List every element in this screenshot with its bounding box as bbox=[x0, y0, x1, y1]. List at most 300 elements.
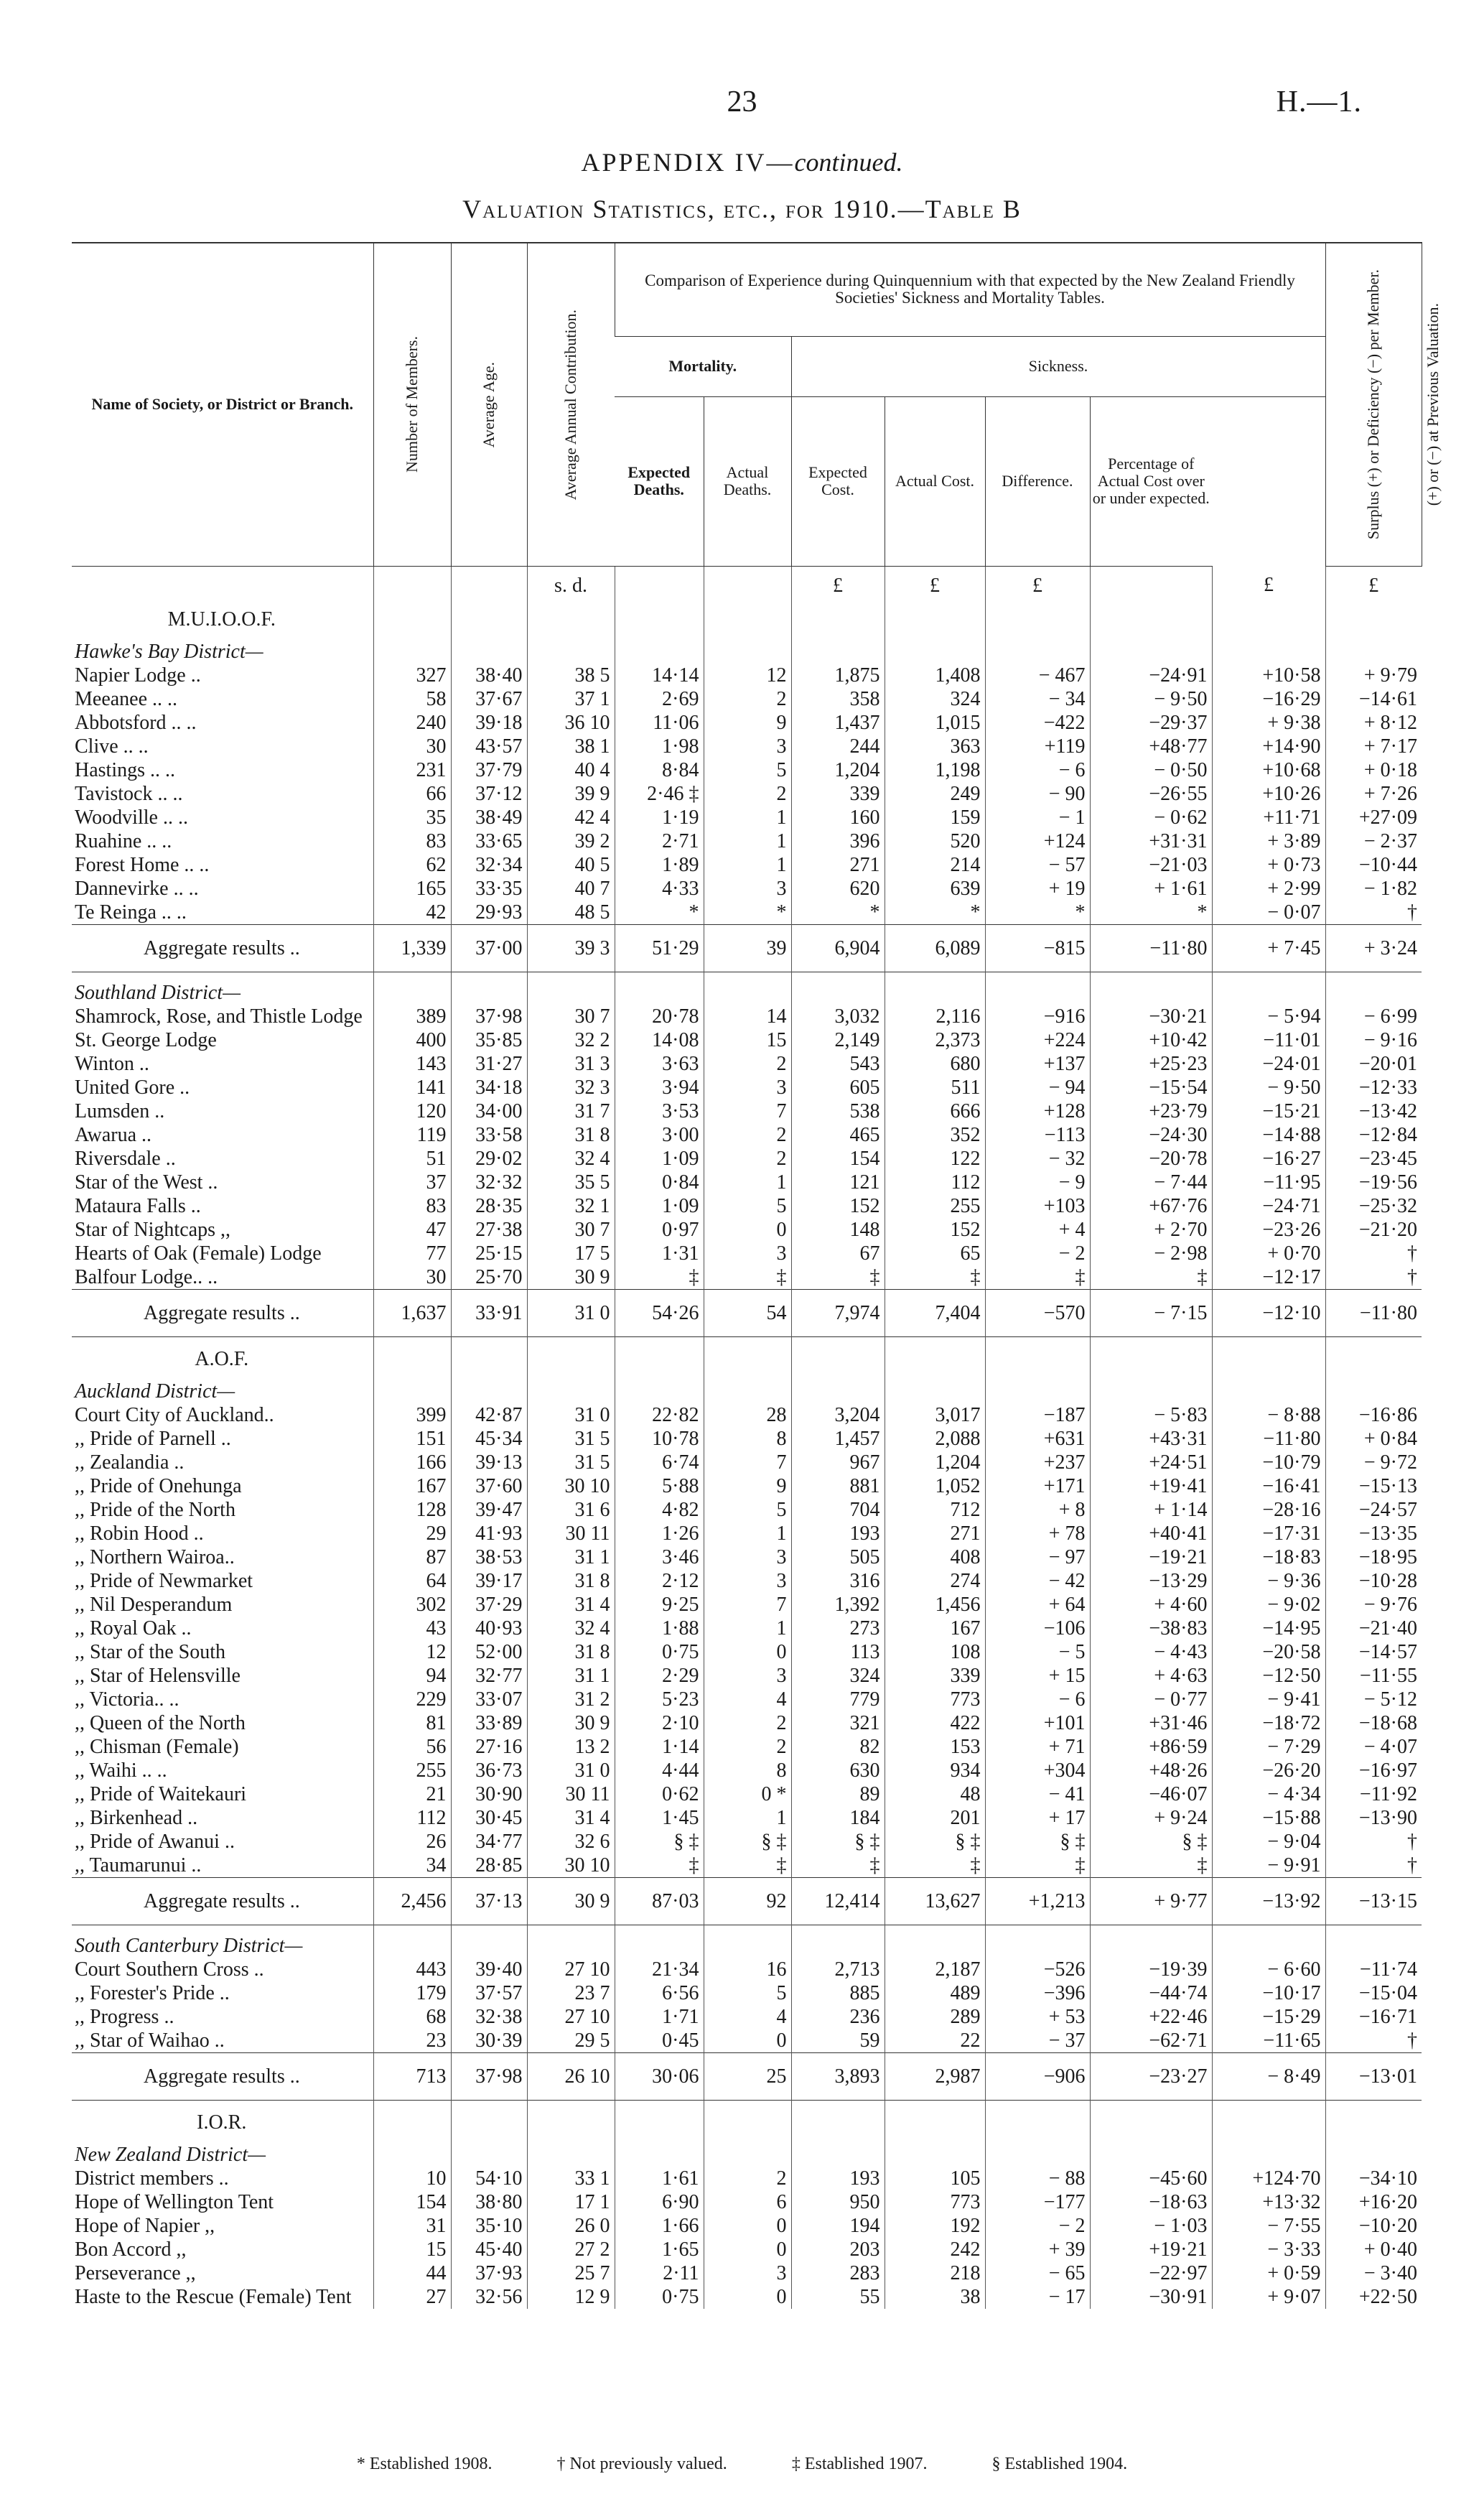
branch-name: ,, Queen of the North bbox=[75, 1711, 246, 1734]
empty-cell bbox=[451, 972, 527, 1005]
empty-cell bbox=[1212, 972, 1325, 1005]
table-cell: +22·50 bbox=[1325, 2285, 1422, 2309]
table-cell: + 8·12 bbox=[1325, 711, 1422, 735]
header-name: Name of Society, or District or Branch. bbox=[72, 243, 373, 566]
table-cell: +19·41 bbox=[1090, 1474, 1212, 1498]
empty-cell bbox=[1325, 2100, 1422, 2134]
table-cell: −38·83 bbox=[1090, 1617, 1212, 1640]
table-cell: 3·00 bbox=[615, 1123, 704, 1147]
district-heading bbox=[72, 2134, 1422, 2167]
table-cell: 30 7 bbox=[527, 1218, 615, 1242]
table-cell: ‡ bbox=[704, 1265, 791, 1290]
table-cell: 422 bbox=[885, 1711, 985, 1735]
table-cell: −13·92 bbox=[1212, 1877, 1325, 1925]
table-cell: + 4·60 bbox=[1090, 1593, 1212, 1617]
table-cell: +31·31 bbox=[1090, 829, 1212, 853]
table-row bbox=[72, 1242, 1422, 1265]
table-cell: 0 * bbox=[704, 1782, 791, 1806]
table-cell: 33·35 bbox=[451, 877, 527, 901]
table-row bbox=[72, 1711, 1422, 1735]
branch-name: Hearts of Oak (Female) Lodge bbox=[75, 1242, 322, 1265]
table-cell: 3 bbox=[704, 735, 791, 758]
table-cell: − 94 bbox=[985, 1076, 1090, 1099]
table-cell: −11·80 bbox=[1212, 1427, 1325, 1451]
table-cell: 23 7 bbox=[527, 1981, 615, 2005]
empty-cell bbox=[985, 972, 1090, 1005]
branch-name: Aggregate results .. bbox=[144, 1889, 300, 1912]
table-cell: 58 bbox=[373, 687, 451, 711]
table-cell: − 5·94 bbox=[1212, 1005, 1325, 1028]
branch-name: Bon Accord ,, bbox=[75, 2238, 187, 2261]
table-cell: 713 bbox=[373, 2052, 451, 2100]
table-cell: 5 bbox=[704, 1498, 791, 1522]
table-cell: + 0·18 bbox=[1325, 758, 1422, 782]
table-cell: 773 bbox=[885, 1688, 985, 1711]
table-cell: 1·98 bbox=[615, 735, 704, 758]
table-cell: 339 bbox=[791, 782, 885, 806]
table-cell: 1,392 bbox=[791, 1593, 885, 1617]
empty-cell bbox=[527, 2134, 615, 2167]
table-cell: −23·26 bbox=[1212, 1218, 1325, 1242]
empty-cell bbox=[1090, 2100, 1212, 2134]
table-cell: 148 bbox=[791, 1218, 885, 1242]
branch-name: Awarua .. bbox=[75, 1123, 152, 1146]
branch-name: ,, Pride of Parnell .. bbox=[75, 1427, 231, 1450]
table-cell: −14·95 bbox=[1212, 1617, 1325, 1640]
table-cell: +103 bbox=[985, 1194, 1090, 1218]
table-cell: 773 bbox=[885, 2190, 985, 2214]
table-row bbox=[72, 2285, 1422, 2309]
table-cell: † bbox=[1325, 2029, 1422, 2053]
table-cell: 538 bbox=[791, 1099, 885, 1123]
table-cell: −10·28 bbox=[1325, 1569, 1422, 1593]
table-cell: +27·09 bbox=[1325, 806, 1422, 829]
table-cell: 489 bbox=[885, 1981, 985, 2005]
table-cell: 12 bbox=[373, 1640, 451, 1664]
table-cell: 249 bbox=[885, 782, 985, 806]
table-cell: 1,015 bbox=[885, 711, 985, 735]
table-cell: −46·07 bbox=[1090, 1782, 1212, 1806]
table-cell: −570 bbox=[985, 1289, 1090, 1336]
branch-name: ,, Chisman (Female) bbox=[75, 1735, 239, 1758]
empty-cell bbox=[791, 1336, 885, 1371]
table-header: Name of Society, or District or Branch. Number of Members. Average Age. Average Annual Contribution. Comparison of Experience during Quinquennium with that expected by the New Zealand Friendly Societies' Sickness and Mortality Tables. Surplus (+) or Deficiency (−) per Member. (+) or (−) at Previous Valuation. Mortality. Sickness. Expected Deaths. Actual Deaths. Expected Cost. Actual Cost. Difference. Percentage of Actual Cost over or under expected. bbox=[72, 243, 1422, 566]
table-cell: 31 4 bbox=[527, 1806, 615, 1830]
table-cell: 3 bbox=[704, 1242, 791, 1265]
header-expected-deaths: Expected Deaths. bbox=[615, 396, 704, 566]
unit-cell bbox=[1090, 566, 1212, 597]
table-cell: −15·54 bbox=[1090, 1076, 1212, 1099]
table-cell: 27·38 bbox=[451, 1218, 527, 1242]
table-cell: 37·57 bbox=[451, 1981, 527, 2005]
table-cell: 25·70 bbox=[451, 1265, 527, 1290]
table-cell: + 19 bbox=[985, 877, 1090, 901]
table-cell: + 3·24 bbox=[1325, 924, 1422, 972]
empty-cell bbox=[451, 631, 527, 664]
table-cell: 4 bbox=[704, 2005, 791, 2029]
table-row bbox=[72, 1403, 1422, 1427]
unit-cell: £ bbox=[1325, 566, 1422, 597]
table-cell: 31 4 bbox=[527, 1593, 615, 1617]
table-cell: 680 bbox=[885, 1052, 985, 1076]
table-cell: 1,408 bbox=[885, 664, 985, 687]
table-cell: +22·46 bbox=[1090, 2005, 1212, 2029]
table-cell: § ‡ bbox=[615, 1830, 704, 1854]
table-cell: 229 bbox=[373, 1688, 451, 1711]
table-cell: 31 0 bbox=[527, 1403, 615, 1427]
table-cell: 14·14 bbox=[615, 664, 704, 687]
footnote-established-1904: § Established 1904. bbox=[991, 2455, 1128, 2473]
table-cell: +48·26 bbox=[1090, 1759, 1212, 1782]
table-row bbox=[72, 1265, 1422, 1290]
table-cell: −24·91 bbox=[1090, 664, 1212, 687]
table-cell: § ‡ bbox=[985, 1830, 1090, 1854]
table-cell: − 34 bbox=[985, 687, 1090, 711]
empty-cell bbox=[451, 1371, 527, 1403]
table-cell: 324 bbox=[791, 1664, 885, 1688]
table-cell: 31 0 bbox=[527, 1289, 615, 1336]
empty-cell bbox=[451, 2100, 527, 2134]
branch-name: ,, Waihi .. .. bbox=[75, 1759, 167, 1782]
table-cell: 120 bbox=[373, 1099, 451, 1123]
empty-cell bbox=[791, 631, 885, 664]
table-cell: + 1·14 bbox=[1090, 1498, 1212, 1522]
table-cell: 0 bbox=[704, 1640, 791, 1664]
table-cell: 30 9 bbox=[527, 1877, 615, 1925]
table-cell: 40·93 bbox=[451, 1617, 527, 1640]
table-cell: 34·77 bbox=[451, 1830, 527, 1854]
table-cell: 25 7 bbox=[527, 2261, 615, 2285]
empty-cell bbox=[527, 1925, 615, 1958]
table-cell: 2 bbox=[704, 687, 791, 711]
unit-cell: s. d. bbox=[527, 566, 615, 597]
table-cell: 283 bbox=[791, 2261, 885, 2285]
empty-cell bbox=[885, 597, 985, 631]
table-cell: −26·55 bbox=[1090, 782, 1212, 806]
table-cell: 37 1 bbox=[527, 687, 615, 711]
table-cell: + 7·17 bbox=[1325, 735, 1422, 758]
table-cell: 0 bbox=[704, 2214, 791, 2238]
table-cell: 39 2 bbox=[527, 829, 615, 853]
empty-cell bbox=[615, 597, 704, 631]
table-cell: ‡ bbox=[615, 1265, 704, 1290]
empty-cell bbox=[1090, 972, 1212, 1005]
empty-cell bbox=[885, 972, 985, 1005]
table-cell: + 0·59 bbox=[1212, 2261, 1325, 2285]
table-cell: 37·13 bbox=[451, 1877, 527, 1925]
table-cell: 31 8 bbox=[527, 1569, 615, 1593]
table-cell: 0·75 bbox=[615, 1640, 704, 1664]
table-cell: 40 5 bbox=[527, 853, 615, 877]
table-cell: −19·21 bbox=[1090, 1545, 1212, 1569]
table-cell: 4·82 bbox=[615, 1498, 704, 1522]
table-cell: 2 bbox=[704, 1711, 791, 1735]
empty-cell bbox=[373, 972, 451, 1005]
table-cell: 7 bbox=[704, 1593, 791, 1617]
table-cell: ‡ bbox=[1090, 1854, 1212, 1878]
table-cell: 20·78 bbox=[615, 1005, 704, 1028]
table-cell: 37·60 bbox=[451, 1474, 527, 1498]
table-cell: − 1·82 bbox=[1325, 877, 1422, 901]
table-cell: 17 5 bbox=[527, 1242, 615, 1265]
valuation-table bbox=[72, 242, 1442, 2309]
table-cell: +48·77 bbox=[1090, 735, 1212, 758]
table-cell: * bbox=[885, 901, 985, 925]
table-cell: − 7·55 bbox=[1212, 2214, 1325, 2238]
empty-cell bbox=[704, 1371, 791, 1403]
table-cell: 14 bbox=[704, 1005, 791, 1028]
header-comparison: Comparison of Experience during Quinquennium with that expected by the New Zealand Friendly Societies' Sickness and Mortality Tables. bbox=[615, 243, 1325, 336]
table-cell: 10 bbox=[373, 2167, 451, 2190]
table-cell: 82 bbox=[791, 1735, 885, 1759]
table-cell: 2,987 bbox=[885, 2052, 985, 2100]
table-cell: 0·97 bbox=[615, 1218, 704, 1242]
table-cell: 240 bbox=[373, 711, 451, 735]
empty-cell bbox=[615, 1336, 704, 1371]
table-cell: 30 bbox=[373, 735, 451, 758]
table-cell: 25·15 bbox=[451, 1242, 527, 1265]
table-cell: −20·01 bbox=[1325, 1052, 1422, 1076]
footnote-not-valued: † Not previously valued. bbox=[556, 2455, 727, 2473]
table-cell: 13 2 bbox=[527, 1735, 615, 1759]
table-cell: − 42 bbox=[985, 1569, 1090, 1593]
table-row bbox=[72, 1474, 1422, 1498]
table-cell: 16 bbox=[704, 1958, 791, 1981]
table-cell: −12·50 bbox=[1212, 1664, 1325, 1688]
table-row bbox=[72, 1617, 1422, 1640]
table-cell: 21 bbox=[373, 1782, 451, 1806]
empty-cell bbox=[1325, 597, 1422, 631]
table-cell: 45·34 bbox=[451, 1427, 527, 1451]
table-cell: 3,017 bbox=[885, 1403, 985, 1427]
table-cell: 12,414 bbox=[791, 1877, 885, 1925]
branch-name: ,, Northern Wairoa.. bbox=[75, 1545, 235, 1568]
table-cell: 33·89 bbox=[451, 1711, 527, 1735]
table-cell: 967 bbox=[791, 1451, 885, 1474]
branch-name: Woodville .. .. bbox=[75, 806, 188, 829]
district-name: Southland District— bbox=[75, 981, 241, 1004]
table-row bbox=[72, 1052, 1422, 1076]
table-cell: + 9·07 bbox=[1212, 2285, 1325, 2309]
table-cell: 5 bbox=[704, 758, 791, 782]
branch-name: Star of the West .. bbox=[75, 1171, 218, 1194]
table-cell: 520 bbox=[885, 829, 985, 853]
branch-name: Winton .. bbox=[75, 1052, 149, 1075]
empty-cell bbox=[1212, 597, 1325, 631]
table-cell: −44·74 bbox=[1090, 1981, 1212, 2005]
table-cell: 37·67 bbox=[451, 687, 527, 711]
table-cell: −11·80 bbox=[1090, 924, 1212, 972]
table-cell: −13·29 bbox=[1090, 1569, 1212, 1593]
table-cell: 40 7 bbox=[527, 877, 615, 901]
table-cell: −10·44 bbox=[1325, 853, 1422, 877]
society-heading bbox=[72, 1336, 1422, 1371]
table-cell: −13·15 bbox=[1325, 1877, 1422, 1925]
table-cell: 443 bbox=[373, 1958, 451, 1981]
table-cell: 363 bbox=[885, 735, 985, 758]
branch-name: Dannevirke .. .. bbox=[75, 877, 199, 900]
table-cell: 2,149 bbox=[791, 1028, 885, 1052]
table-cell: 37·98 bbox=[451, 1005, 527, 1028]
table-cell: 0 bbox=[704, 2285, 791, 2309]
table-cell: 2·29 bbox=[615, 1664, 704, 1688]
table-cell: 511 bbox=[885, 1076, 985, 1099]
table-cell: + 9·24 bbox=[1090, 1806, 1212, 1830]
unit-cell: £ bbox=[985, 566, 1090, 597]
table-cell: 37 bbox=[373, 1171, 451, 1194]
table-cell: 36 10 bbox=[527, 711, 615, 735]
table-row bbox=[72, 687, 1422, 711]
table-cell: 2·10 bbox=[615, 1711, 704, 1735]
table-cell: 358 bbox=[791, 687, 885, 711]
table-cell: −526 bbox=[985, 1958, 1090, 1981]
table-cell: 13,627 bbox=[885, 1877, 985, 1925]
table-cell: 31 8 bbox=[527, 1123, 615, 1147]
table-cell: 7 bbox=[704, 1099, 791, 1123]
empty-cell bbox=[704, 631, 791, 664]
empty-cell bbox=[791, 1925, 885, 1958]
table-cell: 27 2 bbox=[527, 2238, 615, 2261]
table-row bbox=[72, 1451, 1422, 1474]
table-cell: 9·25 bbox=[615, 1593, 704, 1617]
table-cell: 27 bbox=[373, 2285, 451, 2309]
table-cell: +137 bbox=[985, 1052, 1090, 1076]
empty-cell bbox=[527, 1336, 615, 1371]
branch-name: Star of Nightcaps ,, bbox=[75, 1218, 230, 1241]
table-cell: 3 bbox=[704, 877, 791, 901]
table-cell: −177 bbox=[985, 2190, 1090, 2214]
table-cell: +19·21 bbox=[1090, 2238, 1212, 2261]
table-row bbox=[72, 2261, 1422, 2285]
table-cell: − 7·29 bbox=[1212, 1735, 1325, 1759]
table-row bbox=[72, 1664, 1422, 1688]
table-cell: 712 bbox=[885, 1498, 985, 1522]
table-cell: + 53 bbox=[985, 2005, 1090, 2029]
table-cell: −20·78 bbox=[1090, 1147, 1212, 1171]
table-cell: −17·31 bbox=[1212, 1522, 1325, 1545]
table-cell: * bbox=[985, 901, 1090, 925]
table-cell: 81 bbox=[373, 1711, 451, 1735]
empty-cell bbox=[985, 1925, 1090, 1958]
table-cell: 1 bbox=[704, 1522, 791, 1545]
table-cell: +67·76 bbox=[1090, 1194, 1212, 1218]
table-cell: 620 bbox=[791, 877, 885, 901]
table-cell: 31 1 bbox=[527, 1545, 615, 1569]
table-cell: 352 bbox=[885, 1123, 985, 1147]
table-row bbox=[72, 901, 1422, 925]
table-cell: +10·42 bbox=[1090, 1028, 1212, 1052]
unit-cell bbox=[615, 566, 704, 597]
table-row bbox=[72, 2029, 1422, 2053]
table-cell: 31 3 bbox=[527, 1052, 615, 1076]
table-cell: 2 bbox=[704, 782, 791, 806]
table-cell: 2,373 bbox=[885, 1028, 985, 1052]
table-cell: 167 bbox=[885, 1617, 985, 1640]
empty-cell bbox=[527, 597, 615, 631]
table-cell: 22 bbox=[885, 2029, 985, 2053]
table-cell: −19·39 bbox=[1090, 1958, 1212, 1981]
table-cell: −24·57 bbox=[1325, 1498, 1422, 1522]
table-cell: 62 bbox=[373, 853, 451, 877]
branch-name: ,, Nil Desperandum bbox=[75, 1593, 233, 1616]
table-cell: − 17 bbox=[985, 2285, 1090, 2309]
table-cell: 39·17 bbox=[451, 1569, 527, 1593]
branch-name: Meeanee .. .. bbox=[75, 687, 178, 710]
table-cell: − 88 bbox=[985, 2167, 1090, 2190]
table-cell: 27 10 bbox=[527, 1958, 615, 1981]
table-cell: −30·91 bbox=[1090, 2285, 1212, 2309]
table-cell: 6 bbox=[704, 2190, 791, 2214]
table-cell: −12·33 bbox=[1325, 1076, 1422, 1099]
table-cell: 324 bbox=[885, 687, 985, 711]
empty-cell bbox=[1090, 1371, 1212, 1403]
table-cell: + 8 bbox=[985, 1498, 1090, 1522]
table-cell: † bbox=[1325, 1265, 1422, 1290]
table-cell: − 9·02 bbox=[1212, 1593, 1325, 1617]
table-cell: +14·90 bbox=[1212, 735, 1325, 758]
table-cell: − 65 bbox=[985, 2261, 1090, 2285]
empty-cell bbox=[1212, 631, 1325, 664]
table-cell: 1,456 bbox=[885, 1593, 985, 1617]
table-cell: − 1 bbox=[985, 806, 1090, 829]
table-cell: −15·13 bbox=[1325, 1474, 1422, 1498]
table-cell: +224 bbox=[985, 1028, 1090, 1052]
table-cell: 1,204 bbox=[791, 758, 885, 782]
table-cell: −11·01 bbox=[1212, 1028, 1325, 1052]
table-cell: 7,404 bbox=[885, 1289, 985, 1336]
empty-cell bbox=[1212, 1336, 1325, 1371]
table-cell: 112 bbox=[373, 1806, 451, 1830]
table-cell: 37·93 bbox=[451, 2261, 527, 2285]
table-cell: 83 bbox=[373, 1194, 451, 1218]
branch-name: Lumsden .. bbox=[75, 1099, 165, 1122]
table-cell: 94 bbox=[373, 1664, 451, 1688]
table-cell: 6·74 bbox=[615, 1451, 704, 1474]
empty-cell bbox=[451, 2134, 527, 2167]
table-cell: 396 bbox=[791, 829, 885, 853]
table-cell: 3·63 bbox=[615, 1052, 704, 1076]
table-cell: 29 bbox=[373, 1522, 451, 1545]
table-row bbox=[72, 1522, 1422, 1545]
table-cell: 0 bbox=[704, 2029, 791, 2053]
empty-cell bbox=[1325, 1925, 1422, 1958]
table-cell: 39 bbox=[704, 924, 791, 972]
table-cell: 28·35 bbox=[451, 1194, 527, 1218]
table-cell: 1 bbox=[704, 853, 791, 877]
table-cell: 9 bbox=[704, 711, 791, 735]
branch-name: Mataura Falls .. bbox=[75, 1194, 201, 1217]
table-cell: 27 10 bbox=[527, 2005, 615, 2029]
table-cell: 1 bbox=[704, 1171, 791, 1194]
unit-cell bbox=[373, 566, 451, 597]
table-cell: 1·66 bbox=[615, 2214, 704, 2238]
table-cell: 66 bbox=[373, 782, 451, 806]
table-cell: 32 3 bbox=[527, 1076, 615, 1099]
table-cell: −24·30 bbox=[1090, 1123, 1212, 1147]
header-difference: Difference. bbox=[985, 396, 1090, 566]
table-cell: 32·38 bbox=[451, 2005, 527, 2029]
table-cell: * bbox=[1090, 901, 1212, 925]
table-cell: 87·03 bbox=[615, 1877, 704, 1925]
table-cell: −28·16 bbox=[1212, 1498, 1325, 1522]
branch-name: District members .. bbox=[75, 2167, 229, 2190]
table-cell: 39·13 bbox=[451, 1451, 527, 1474]
table-row bbox=[72, 1854, 1422, 1878]
table-cell: 1 bbox=[704, 1806, 791, 1830]
table-cell: 33·91 bbox=[451, 1289, 527, 1336]
table-cell: ‡ bbox=[985, 1854, 1090, 1878]
table-cell: −10·20 bbox=[1325, 2214, 1422, 2238]
